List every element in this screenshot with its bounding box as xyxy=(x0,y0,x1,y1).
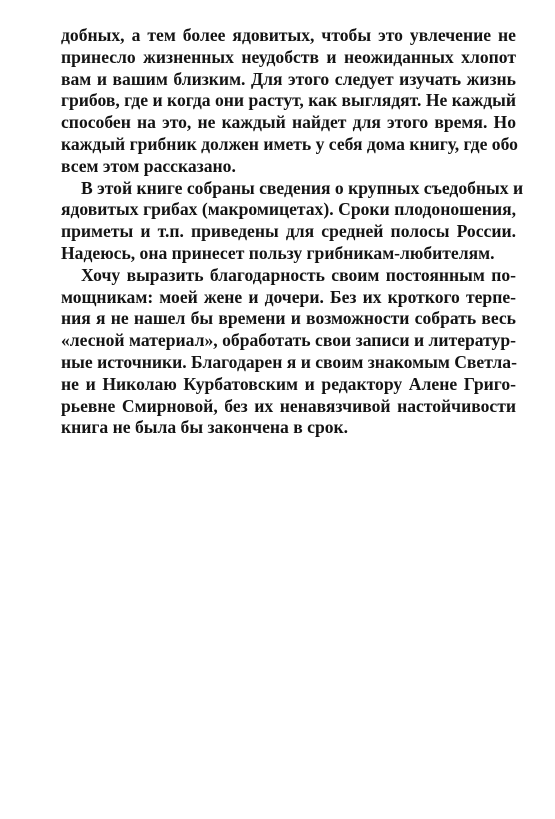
text-line: вам и вашим близким. Для этого следует изучать жизнь xyxy=(61,68,516,89)
text-line: всем этом рассказано. xyxy=(61,155,236,176)
text-line: книга не была бы закончена в срок. xyxy=(61,417,349,438)
text-line: приметы и т.п. приведены для средней полосы России. xyxy=(61,221,516,242)
text-line: мощникам: моей жене и дочери. Без их кроткого терпе- xyxy=(61,286,516,307)
text-line: В этой книге собраны сведения о крупных съедобных и xyxy=(81,177,524,198)
text-line: рьевне Смирновой, без их ненавязчивой настойчивости xyxy=(61,395,516,416)
text-line: способен на это, не каждый найдет для этого время. Но xyxy=(61,112,516,133)
text-line: не и Николаю Курбатовским и редактору Алене Григо- xyxy=(61,373,516,394)
text-line: ния я не нашел бы времени и возможности собрать весь xyxy=(61,308,516,329)
text-line: принесло жизненных неудобств и неожиданных хлопот xyxy=(61,46,516,67)
paragraph-book-contents xyxy=(61,177,524,265)
text-line: «лесной материал», обработать свои записи и литератур- xyxy=(61,330,516,351)
text-line: каждый грибник должен иметь у себя дома книгу, где обо xyxy=(61,133,518,154)
text-line: добных, а тем более ядовитых, чтобы это увлечение не xyxy=(61,25,516,45)
document-page xyxy=(61,25,524,439)
text-line: грибов, где и когда они растут, как выглядят. Не каждый xyxy=(61,90,516,111)
text-line: ядовитых грибах (макромицетах). Сроки плодоношения, xyxy=(61,199,516,220)
text-line: Хочу выразить благодарность своим постоянным по- xyxy=(81,264,516,285)
paragraph-acknowledgements xyxy=(61,265,516,439)
text-line: Надеюсь, она принесет пользу грибникам-любителям. xyxy=(61,242,495,263)
paragraph-intro-continuation xyxy=(61,25,516,178)
text-line: ные источники. Благодарен я и своим знакомым Светла- xyxy=(61,351,517,372)
